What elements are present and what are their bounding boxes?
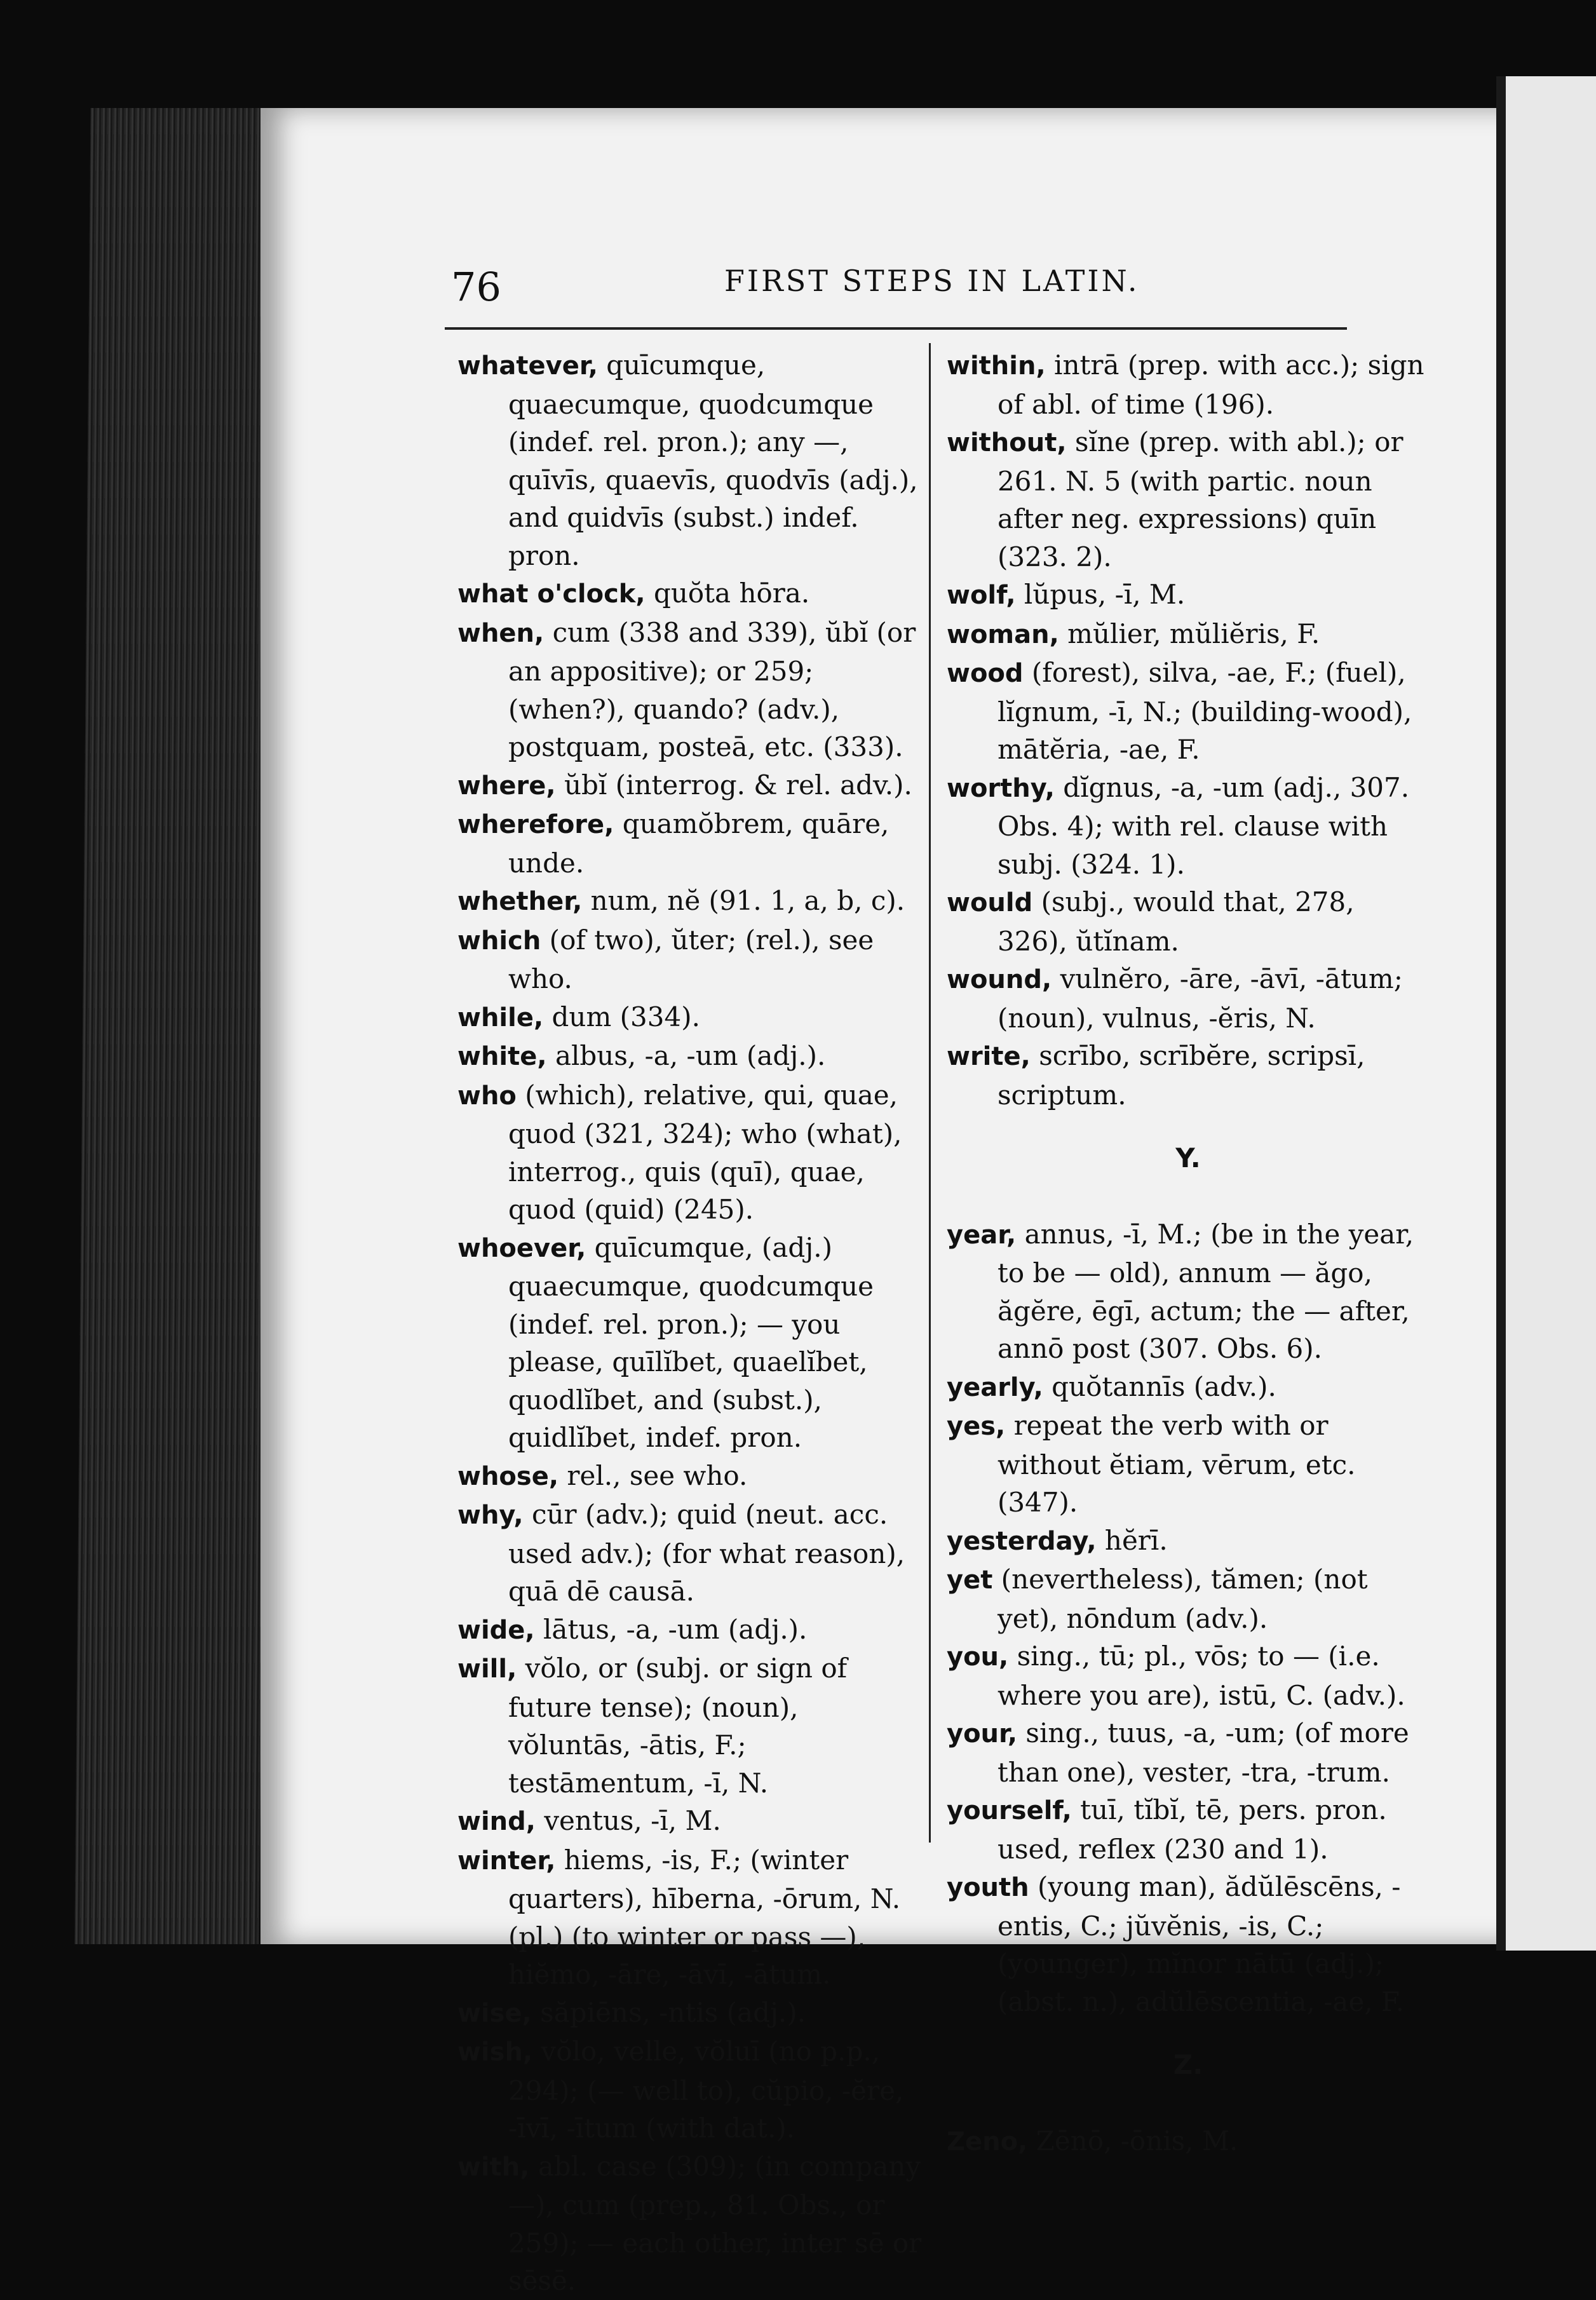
page-header (445, 251, 1360, 321)
entry-definition: lātus, -a, -um (adj.). (534, 1613, 808, 1645)
dictionary-entry (457, 998, 924, 1038)
entry-definition: vulnĕro, -āre, -āvī, -ātum; (noun), vulnus, -ĕris, N. (998, 963, 1403, 1034)
entry-headword: woman, (947, 619, 1059, 649)
dictionary-entry (947, 1407, 1430, 1522)
dictionary-entry (947, 1037, 1430, 1114)
dictionary-entry (457, 1611, 924, 1650)
dictionary-entry (457, 1994, 924, 2033)
dictionary-entry (457, 882, 924, 921)
entry-definition: abl. case (309); (in company —), cum (prep., 81. Obs., or 259); — each other, inter sē or sēsē. (508, 2150, 922, 2296)
entry-definition: dum (334). (543, 1001, 700, 1032)
dictionary-entry (457, 1649, 924, 1802)
dictionary-entry (947, 346, 1430, 423)
entry-headword: while, (457, 1003, 544, 1032)
section-letter: Z. (1173, 2049, 1203, 2080)
entry-definition: rel., see who. (558, 1459, 748, 1491)
entry-headword: whatever, (457, 351, 598, 381)
running-title: FIRST STEPS IN LATIN. (724, 264, 1140, 298)
dictionary-entry (947, 2122, 1430, 2161)
entry-headword: whether, (457, 887, 583, 916)
entry-headword: white, (457, 1042, 547, 1071)
entry-headword: would (947, 888, 1033, 917)
entry-headword: with, (457, 2152, 530, 2182)
dictionary-entry (947, 1215, 1430, 1368)
entry-definition: quŏtannīs (adv.). (1043, 1370, 1276, 1402)
entry-headword: will, (457, 1654, 517, 1684)
entry-definition: (which), relative, qui, quae, quod (321, 324); who (what), interrog., quis (quī), quae, quod (quid) (245). (508, 1079, 902, 1225)
dictionary-entry (457, 1037, 924, 1076)
entry-headword: wood (947, 659, 1024, 688)
dictionary-entry (947, 654, 1430, 769)
section-letter: Y. (1175, 1142, 1201, 1174)
entry-definition: mŭlier, mŭliĕris, F. (1058, 618, 1320, 649)
entry-headword: whoever, (457, 1233, 586, 1263)
dictionary-entry (457, 1841, 924, 1994)
entry-definition: cūr (adv.); quid (neut. acc. used adv.); (for what reason), quā dē causā. (508, 1499, 905, 1607)
dictionary-entry (457, 1457, 924, 1496)
entry-definition: quamŏbrem, quāre, unde. (508, 808, 889, 879)
entry-headword: wide, (457, 1615, 535, 1645)
entry-definition: Zēnō, -ōnis, M. (1027, 2125, 1238, 2156)
entry-headword: worthy, (947, 773, 1055, 803)
entry-headword: what o'clock, (457, 579, 646, 609)
entry-headword: who (457, 1081, 517, 1111)
dictionary-entry (947, 1791, 1430, 1868)
entry-headword: winter, (457, 1846, 556, 1876)
entry-definition: annus, -ī, M.; (be in the year, to be — old), annum — ăgo, ăgĕre, ēgī, actum; the — after, annō post (307. Obs. 6). (998, 1218, 1414, 1364)
dictionary-entry (457, 346, 924, 574)
entry-headword: yearly, (947, 1372, 1043, 1402)
entry-headword: you, (947, 1642, 1009, 1672)
entry-definition: vŏlo, or (subj. or sign of future tense); (noun), vŏluntās, -ātis, F.; testāmentum, -ī, N. (508, 1653, 848, 1799)
entry-headword: youth (947, 1873, 1029, 1902)
entry-definition: (nevertheless), tămen; (not yet), nōndum (adv.). (992, 1564, 1368, 1634)
entry-headword: write, (947, 1042, 1031, 1071)
entry-definition: scrībo, scrībĕre, scripsī, scriptum. (998, 1040, 1365, 1111)
entry-headword: wherefore, (457, 810, 614, 839)
entry-headword: yet (947, 1566, 993, 1595)
dictionary-entry (947, 769, 1430, 884)
entry-definition: num, nĕ (91. 1, a, b, c). (582, 885, 905, 916)
entry-headword: your, (947, 1719, 1018, 1749)
entry-definition: vŏlo, velle, vŏluī (no p.p., 294); (— well to), cŭpio, -ĕre, -īvī, -ītum (with dat.). (508, 2036, 904, 2144)
entry-definition: sĭne (prep. with abl.); or 261. N. 5 (with partic. noun after neg. expressions) quīn (323. 2). (998, 426, 1403, 572)
entry-definition: tuī, tĭbĭ, tē, pers. pron. used, reflex (230 and 1). (998, 1794, 1387, 1865)
entry-definition: ventus, -ī, M. (535, 1805, 721, 1836)
entry-definition: (subj., would that, 278, 326), ŭtĭnam. (998, 886, 1355, 957)
dictionary-entry (947, 1714, 1430, 1791)
dictionary-entry (457, 1496, 924, 1611)
dictionary-entry (947, 615, 1430, 654)
entry-headword: yesterday, (947, 1526, 1097, 1556)
entry-headword: whose, (457, 1461, 559, 1491)
entry-definition: quīcumque, (adj.) quaecumque, quodcumque (indef. rel. pron.); — you please, quīlĭbet, quaelĭbet, quodlĭbet, and (subst.), quidlĭbet, indef. pron. (508, 1231, 874, 1453)
entry-headword: within, (947, 351, 1046, 381)
entry-headword: wish, (457, 2038, 533, 2067)
entry-definition: (forest), silva, -ae, F.; (fuel), lĭgnum, -ī, N.; (building-wood), mātĕria, -ae, F. (998, 657, 1412, 765)
entry-headword: which (457, 926, 541, 956)
dictionary-entry (947, 423, 1430, 576)
entry-definition: intrā (prep. with acc.); sign of abl. of time (196). (998, 349, 1424, 420)
right-column (947, 346, 1430, 2161)
dictionary-entry (457, 2148, 924, 2300)
entry-definition: cum (338 and 339), ŭbĭ (or an appositive); or 259; (when?), quando? (adv.), postquam, posteā, etc. (333). (508, 616, 916, 762)
dictionary-entry (947, 960, 1430, 1037)
dictionary-entry (947, 1368, 1430, 1407)
entry-headword: wind, (457, 1807, 536, 1836)
page-number: 76 (451, 264, 501, 310)
entry-headword: wolf, (947, 581, 1016, 610)
header-rule (445, 327, 1347, 330)
dictionary-entry (947, 883, 1430, 960)
entry-definition: ŭbĭ (interrog. & rel. adv.). (555, 769, 912, 801)
entry-definition: hĕrī. (1096, 1524, 1168, 1556)
entry-headword: wise, (457, 1998, 532, 2028)
dictionary-entry (947, 576, 1430, 615)
dictionary-entry (457, 1802, 924, 1841)
entry-definition: săpiēns, -ntis (adj.). (531, 1996, 806, 2028)
entry-headword: yes, (947, 1412, 1006, 1441)
column-divider (929, 343, 931, 1843)
dictionary-entry (457, 574, 924, 614)
entry-headword: yourself, (947, 1796, 1072, 1825)
book-edge (74, 108, 274, 1944)
entry-definition: quīcumque, quaecumque, quodcumque (indef. rel. pron.); any —, quīvīs, quaevīs, quodvīs (adj.), and quidvīs (subst.) indef. pron. (508, 349, 918, 571)
entry-definition: dĭgnus, -a, -um (adj., 307. Obs. 4); with rel. clause with subj. (324. 1). (998, 771, 1410, 880)
entry-headword: why, (457, 1501, 524, 1530)
next-page-edge (1506, 76, 1596, 1951)
dictionary-entry (457, 921, 924, 998)
dictionary-entry (947, 1522, 1430, 1561)
dictionary-entry (457, 2033, 924, 2148)
entry-headword: where, (457, 771, 556, 801)
dictionary-entry (947, 1637, 1430, 1714)
dictionary-entry (947, 1560, 1430, 1637)
dictionary-entry (457, 614, 924, 766)
entry-definition: hiems, -is, F.; (winter quarters), hīberna, -ōrum, N. (pl.) (to winter or pass —), hiĕmo, -āre, -āvī, -ātum. (508, 1844, 901, 1990)
entry-headword: wound, (947, 965, 1052, 994)
dictionary-entry (947, 1868, 1430, 2020)
entry-headword: without, (947, 428, 1067, 457)
dictionary-entry (457, 805, 924, 882)
entry-headword: when, (457, 618, 544, 648)
dictionary-entry (457, 766, 924, 806)
dictionary-entry (457, 1229, 924, 1457)
entry-definition: sing., tuus, -a, -um; (of more than one), vester, -tra, -trum. (998, 1717, 1409, 1788)
entry-definition: (young man), ădŭlēscēns, -entis, C.; jŭvĕnis, -is, C.; (younger), mĭnor nātū (adj.); (abst. n.), adŭlēscentia, -ae, F. (998, 1871, 1404, 2017)
entry-definition: albus, -a, -um (adj.). (546, 1040, 826, 1071)
entry-definition: sing., tū; pl., vōs; to — (i.e. where you are), istū, C. (adv.). (998, 1640, 1405, 1711)
dictionary-entry (457, 1076, 924, 1229)
entry-definition: (of two), ŭter; (rel.), see who. (508, 924, 874, 994)
left-column (457, 346, 924, 2300)
entry-definition: quŏta hōra. (645, 578, 810, 609)
entry-headword: Zeno, (947, 2127, 1028, 2156)
entry-headword: year, (947, 1220, 1017, 1250)
entry-definition: repeat the verb with or without ĕtiam, vērum, etc. (347). (998, 1410, 1356, 1518)
entry-definition: lŭpus, -ī, M. (1015, 579, 1186, 610)
